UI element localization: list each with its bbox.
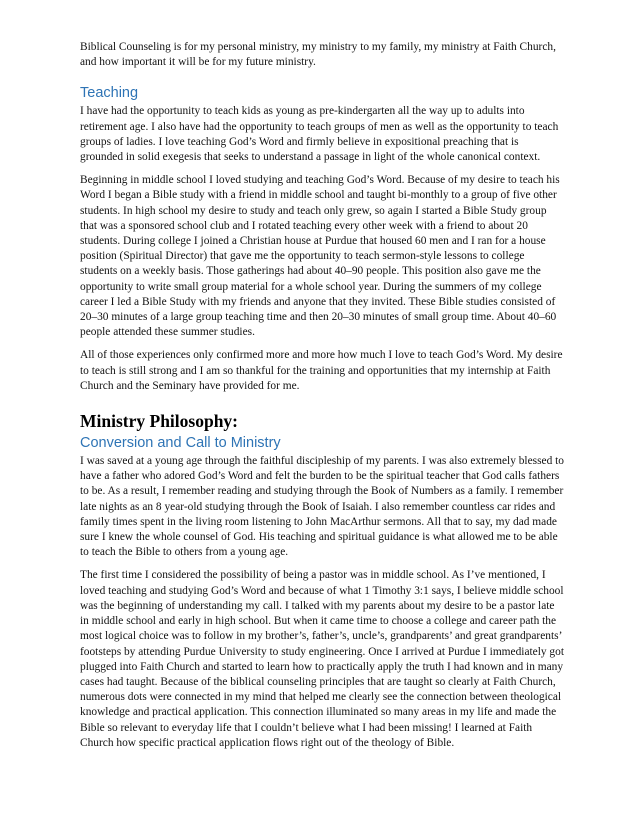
philosophy-paragraph-1: I was saved at a young age through the faithful discipleship of my parents. I was also extremely blessed to have a father who adored God’s Word and felt the burden to be the spiritual teacher that God calls fathers to be. As a result, I remember reading and studying through the Book of Numbers as a family. I remember late nights as an 8 year-old studying through the Book of Isaiah. I also remember countless car rides and family times spent in the living room listening to John MacArthur sermons. All that to say, my dad made sure I knew the whole counsel of God. His teaching and spiritual guidance is what allowed me to be able to teach the Bible to others from a young age. xyxy=(80,455,564,559)
teaching-paragraph-3: All of those experiences only confirmed more and more how much I love to teach God’s Word. My desire to teach is still strong and I am so thankful for the training and opportunities that my internship at Faith Church and the Seminary have provided for me. xyxy=(80,349,563,392)
intro-paragraph: Biblical Counseling is for my personal ministry, my ministry to my family, my ministry at Faith Church, and how important it will be for my future ministry. xyxy=(80,41,556,69)
teaching-paragraph-1: I have had the opportunity to teach kids as young as pre-kindergarten all the way up to adults into retirement age. I also have had the opportunity to teach groups of men as well as the opportunity to teach groups of ladies. I love teaching God’s Word and firmly believe in expositional preaching that is grounded in solid exegesis that seeks to understand a passage in light of the whole canonical context. xyxy=(80,105,559,164)
ministry-philosophy-section xyxy=(80,410,564,751)
teaching-heading: Teaching xyxy=(80,85,139,102)
conversion-call-subheading: Conversion and Call to Ministry xyxy=(80,435,281,452)
document-page xyxy=(80,40,564,759)
ministry-philosophy-heading: Ministry Philosophy: xyxy=(80,411,239,432)
teaching-section xyxy=(80,84,564,394)
teaching-paragraph-2: Beginning in middle school I loved studying and teaching God’s Word. Because of my desire to teach his Word I began a Bible study with a friend in middle school and taught bi-monthly to a group of five other students. In high school my desire to study and teach only grew, so again I started a Bible Study group that was a sponsored school club and I rotated teaching every other week with a friend to about 20 students. During college I joined a Christian house at Purdue that housed 60 men and I ran for a house position (Spiritual Director) that gave me the opportunity to teach sermon-style lessons to college students on a weekly basis. Those gatherings had about 40–90 people. This position also gave me the opportunity to write small group material for a whole school year. During the summers of my college career I led a Bible Study with my friends and anyone that they invited. These Bible studies consisted of 20–30 minutes of a large group teaching time and then 20–30 minutes of small group time. About 40–60 people attended these summer studies. xyxy=(80,174,560,339)
philosophy-paragraph-2: The first time I considered the possibility of being a pastor was in middle school. As I’ve mentioned, I loved teaching and studying God’s Word and because of what 1 Timothy 3:1 says, I believe middle school was the beginning of understanding my call. I talked with my parents about my desire to be a pastor late in middle school and early in high school. But when it came time to choose a college and career path the most logical choice was to follow in my brother’s, father’s, uncle’s, grandparents’ and great grandparents’ footsteps by attending Purdue University to study engineering. Once I arrived at Purdue I immediately got plugged into Faith Church and started to learn how to practically apply the truth I had known and in many cases had taught. Because of the biblical counseling principles that are taught so clearly at Faith Church, numerous dots were connected in my mind that helped me clearly see the connection between theological knowledge and practical application. This connection illuminated so many areas in my life and made the Bible so relevant to everyday life that I couldn’t believe what I had been missing! I learned at Faith Church how specific practical application flows right out of the theology of Bible. xyxy=(80,569,564,749)
